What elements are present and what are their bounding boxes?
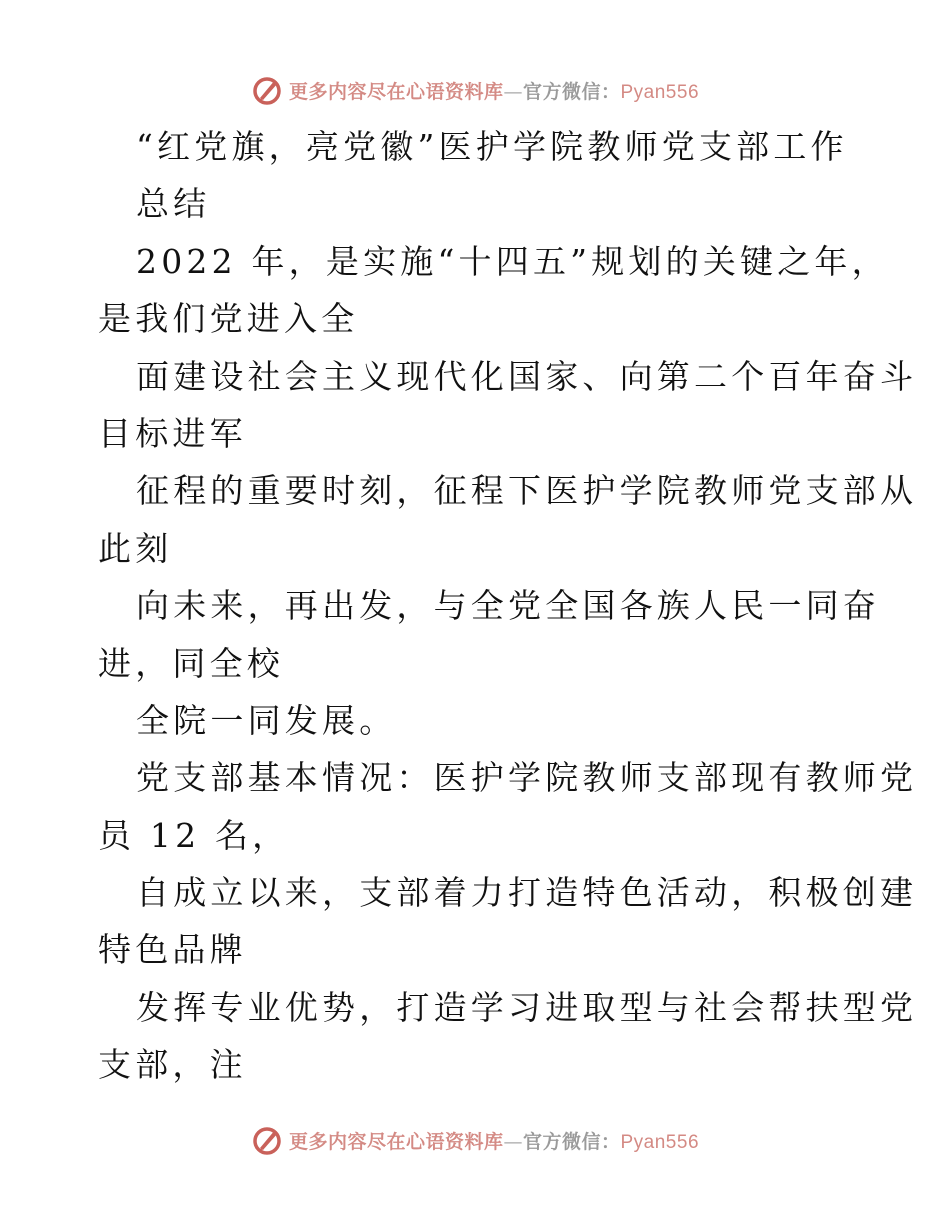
paragraph-line: 自成立以来，支部着力打造特色活动，积极创建	[136, 873, 918, 913]
paragraph-line: 特色品牌	[98, 930, 247, 970]
paragraph-line: 发挥专业优势，打造学习进取型与社会帮扶型党	[136, 987, 918, 1027]
watermark-dash: —	[503, 80, 523, 103]
paragraph-line: 目标进军	[98, 413, 247, 453]
paragraph-line: 征程的重要时刻，征程下医护学院教师党支部从	[136, 471, 918, 511]
title-line-1: “红党旗，亮党徽”医护学院教师党支部工作	[136, 127, 848, 166]
quill-logo-icon	[251, 74, 283, 106]
watermark-official: 官方微信：	[522, 80, 621, 103]
document-body	[98, 118, 918, 1094]
watermark-wechat-id: Pyan556	[620, 1131, 700, 1153]
quill-logo-icon	[251, 1124, 283, 1156]
paragraph-line: 员 12 名，	[98, 815, 290, 855]
paragraph-line: 2022 年，是实施“十四五”规划的关键之年，	[136, 241, 889, 281]
paragraph-line: 党支部基本情况：医护学院教师支部现有教师党	[136, 758, 918, 798]
title-line-2: 总结	[136, 184, 211, 224]
watermark-brand: 更多内容尽在心语资料库	[288, 80, 504, 103]
watermark-brand: 更多内容尽在心语资料库	[288, 1130, 504, 1153]
header-watermark	[0, 72, 950, 108]
paragraph-line: 向未来，再出发，与全党全国各族人民一同奋	[136, 586, 880, 626]
watermark-text	[289, 1127, 699, 1154]
paragraph-line: 此刻	[98, 528, 173, 568]
watermark-official: 官方微信：	[522, 1130, 621, 1153]
paragraph-line: 支部，注	[98, 1045, 247, 1085]
paragraph-line: 是我们党进入全	[98, 299, 359, 339]
paragraph-line: 全院一同发展。	[136, 700, 397, 740]
paragraph-line: 进，同全校	[98, 643, 284, 683]
watermark-dash: —	[503, 1130, 523, 1153]
footer-watermark	[0, 1122, 950, 1158]
paragraph-line: 面建设社会主义现代化国家、向第二个百年奋斗	[136, 356, 918, 396]
watermark-wechat-id: Pyan556	[620, 81, 700, 103]
watermark-text	[289, 77, 699, 104]
